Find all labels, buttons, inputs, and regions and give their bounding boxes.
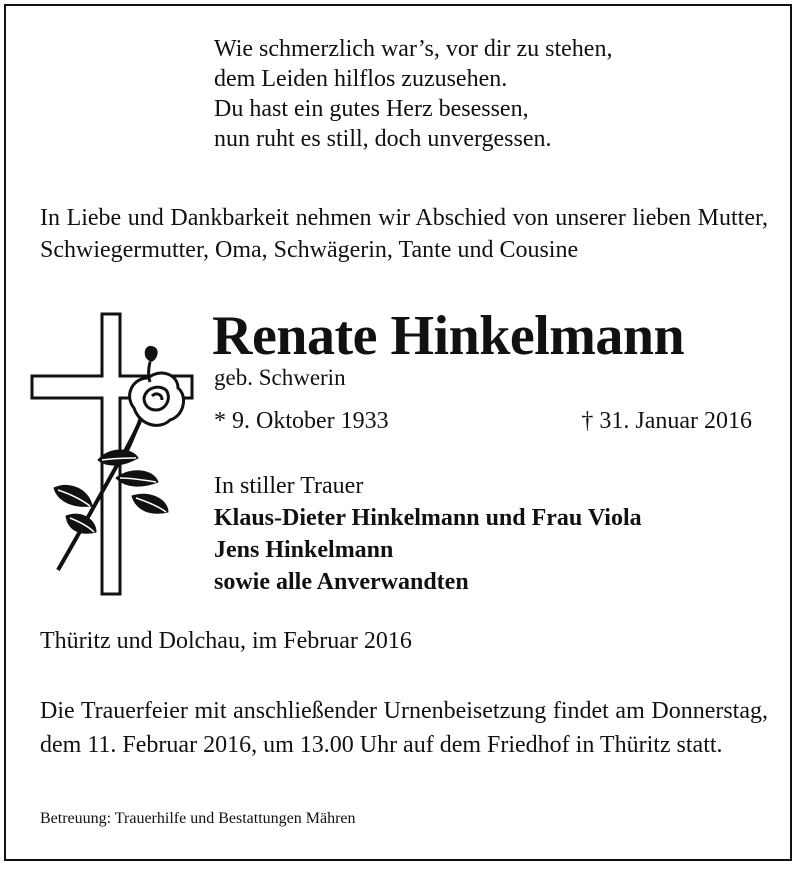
cross-with-rose-icon: [28, 312, 200, 602]
poem: [214, 34, 612, 154]
mourner-line: Jens Hinkelmann: [214, 537, 394, 563]
mourner-line: Klaus-Dieter Hinkelmann und Frau Viola: [214, 505, 642, 531]
funeral-info: Die Trauerfeier mit anschließender Urnenbeisetzung findet am Donnerstag, dem 11. Februar 2016, um 13.00 Uhr auf dem Friedhof in Thüritz statt.: [40, 698, 768, 758]
poem-line: Du hast ein gutes Herz besessen,: [214, 96, 529, 122]
poem-line: Wie schmerzlich war’s, vor dir zu stehen,: [214, 36, 613, 62]
place-date: Thüritz und Dolchau, im Februar 2016: [40, 628, 412, 654]
poem-line: nun ruht es still, doch unvergessen.: [214, 126, 552, 152]
death-date: † 31. Januar 2016: [581, 408, 752, 434]
mourner-line: sowie alle Anverwandten: [214, 569, 469, 595]
deceased-name: Renate Hinkelmann: [212, 305, 685, 367]
poem-line: dem Leiden hilflos zuzusehen.: [214, 66, 508, 92]
obituary-notice: [4, 4, 792, 861]
mourners-intro: In stiller Trauer: [214, 473, 364, 499]
intro-text: In Liebe und Dankbarkeit nehmen wir Abschied von unserer lieben Mutter, Schwiegermutter, Oma, Schwägerin, Tante und Cousine: [40, 205, 768, 263]
mourners-block: [214, 470, 642, 598]
undertaker-credit: Betreuung: Trauerhilfe und Bestattungen Mähren: [40, 810, 356, 827]
birth-date: * 9. Oktober 1933: [214, 408, 389, 434]
maiden-name: geb. Schwerin: [214, 365, 346, 390]
